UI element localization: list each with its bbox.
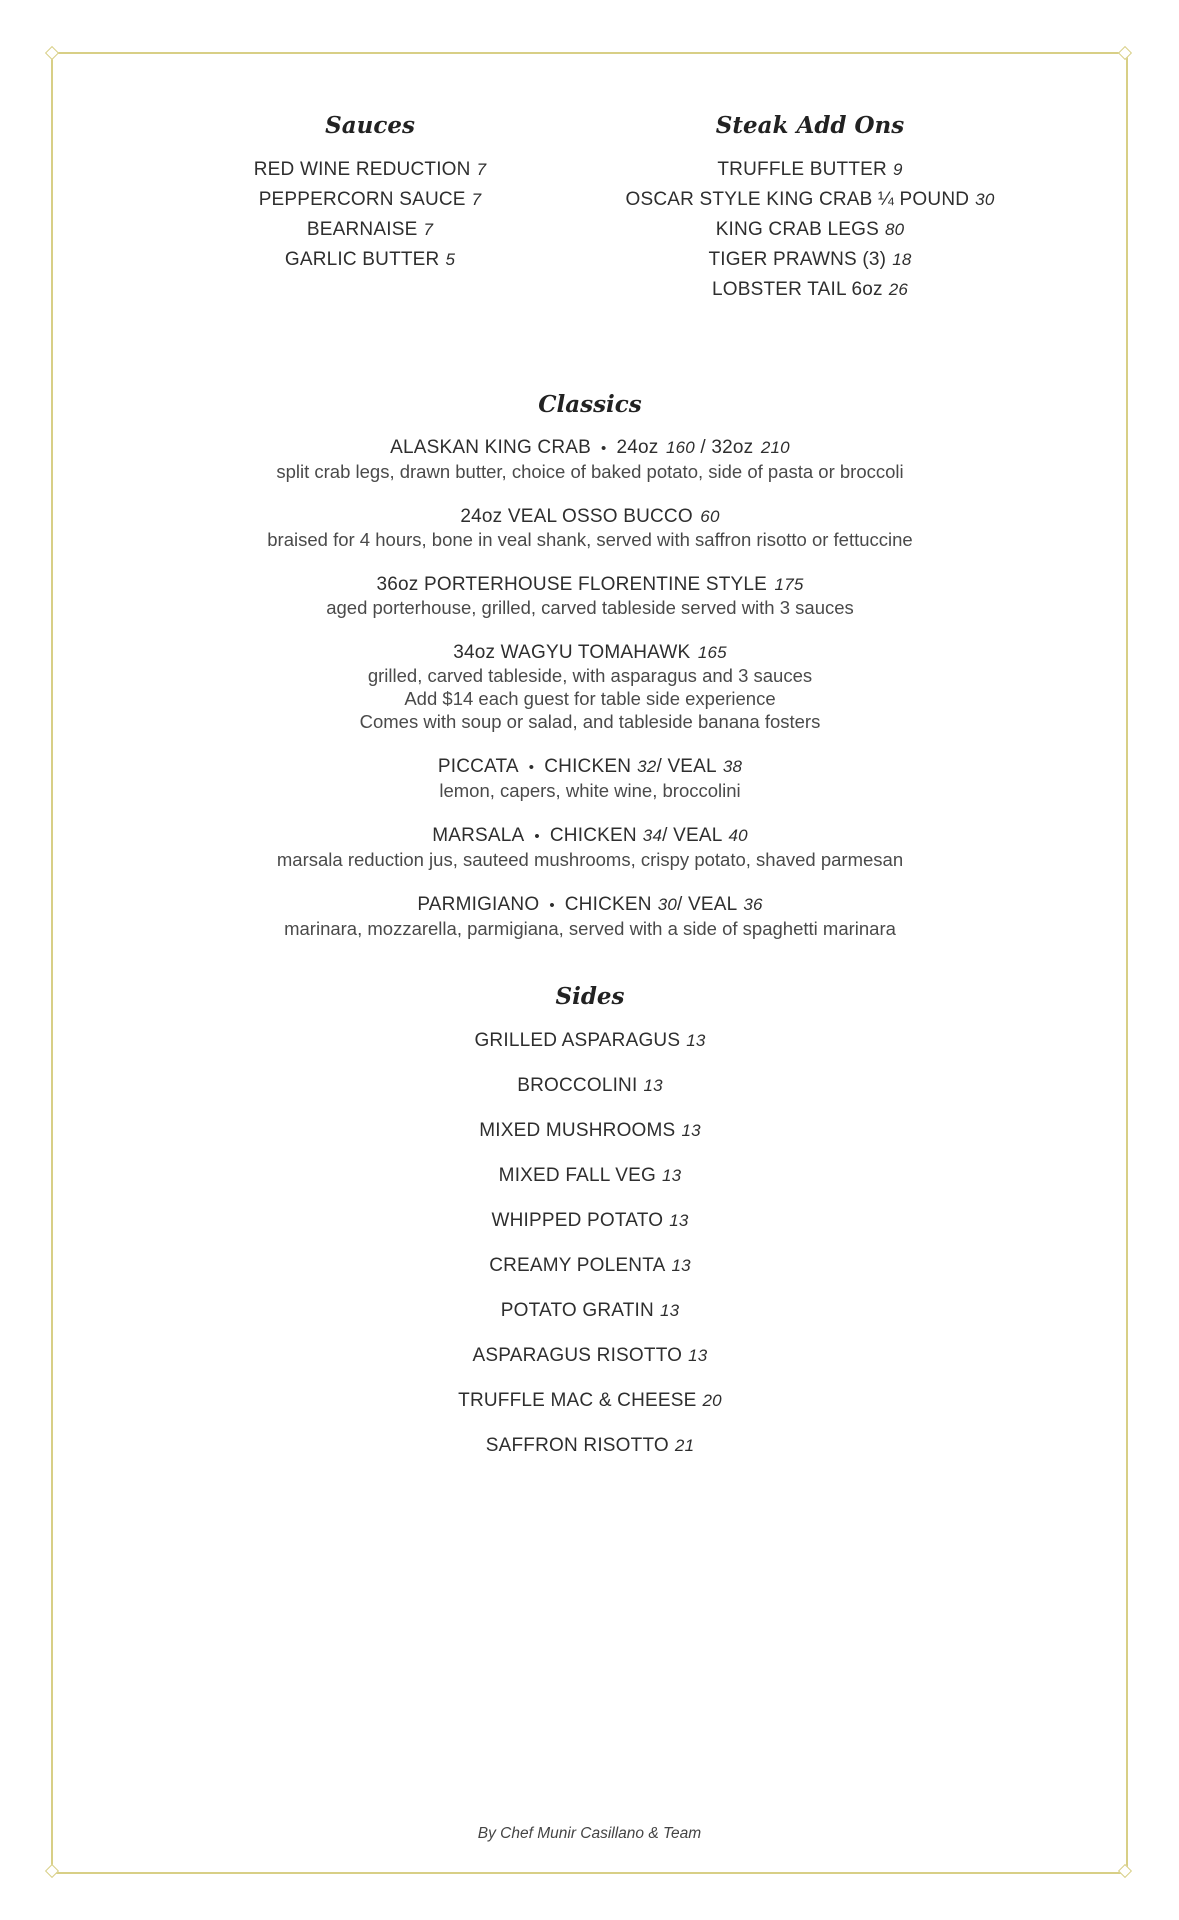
classic-item-piccata — [180, 755, 1000, 802]
item-title — [180, 641, 1000, 664]
item-title — [180, 755, 1000, 779]
side-item — [340, 1108, 840, 1153]
item-name: RED WINE REDUCTION — [253, 159, 471, 180]
sauce-item — [200, 185, 540, 215]
classic-item-parmigiano — [180, 893, 1000, 940]
item-description: marsala reduction jus, sauteed mushrooms, crispy potato, shaved parmesan — [276, 849, 904, 870]
item-price: 13 — [643, 1076, 663, 1095]
sauce-item — [200, 155, 540, 185]
addon-item — [600, 245, 1020, 275]
item-title — [180, 824, 1000, 848]
item-price: 26 — [888, 280, 909, 299]
item-description: aged porterhouse, grilled, carved tableside served with 3 sauces — [326, 597, 854, 618]
item-title — [180, 436, 1000, 460]
item-name: GRILLED ASPARAGUS — [474, 1030, 681, 1051]
item-price: 210 — [760, 438, 790, 457]
item-name: PARMIGIANO — [417, 894, 540, 915]
sauces-heading: Sauces — [325, 112, 415, 139]
item-price: 34 — [642, 826, 663, 845]
classic-item-tomahawk — [180, 641, 1000, 733]
option-label: VEAL — [673, 825, 723, 846]
item-price: 13 — [669, 1211, 689, 1230]
item-price: 175 — [774, 575, 804, 594]
sauces-section — [200, 112, 540, 275]
side-item — [340, 1153, 840, 1198]
sauce-item — [200, 215, 540, 245]
item-price: 13 — [681, 1121, 701, 1140]
slash-separator: / — [662, 825, 668, 846]
item-price: 160 — [665, 438, 695, 457]
item-name: BROCCOLINI — [517, 1075, 638, 1096]
classics-list — [180, 436, 1000, 940]
item-description: braised for 4 hours, bone in veal shank, served with saffron risotto or fettuccine — [267, 529, 913, 550]
item-price: 7 — [471, 190, 482, 209]
size-label: 24oz — [616, 437, 659, 458]
item-name: PICCATA — [437, 756, 519, 777]
item-price: 13 — [662, 1166, 682, 1185]
addon-item — [600, 185, 1020, 215]
item-price: 20 — [702, 1391, 722, 1410]
item-price: 5 — [445, 250, 456, 269]
item-price: 7 — [423, 220, 434, 239]
item-name: TRUFFLE BUTTER — [717, 159, 887, 180]
side-item — [340, 1378, 840, 1423]
item-description: grilled, carved tableside, with asparagus and 3 sauces — [367, 665, 813, 686]
item-price: 13 — [659, 1301, 680, 1320]
item-title — [180, 893, 1000, 917]
side-item — [340, 1198, 840, 1243]
item-price: 30 — [975, 190, 995, 209]
item-price: 18 — [892, 250, 912, 269]
bullet-separator: • — [528, 759, 535, 776]
item-price: 21 — [674, 1436, 695, 1455]
item-name: GARLIC BUTTER — [284, 249, 440, 270]
sides-list — [340, 1018, 840, 1468]
classic-item-marsala — [180, 824, 1000, 871]
item-price: 80 — [884, 220, 905, 239]
item-name: LOBSTER TAIL 6oz — [711, 279, 883, 300]
classics-heading: Classics — [538, 391, 642, 418]
item-name: WHIPPED POTATO — [491, 1210, 664, 1231]
addons-section — [600, 112, 1020, 305]
item-name: 24oz VEAL OSSO BUCCO — [460, 506, 693, 527]
item-name: 34oz WAGYU TOMAHAWK — [453, 642, 691, 663]
sauce-item — [200, 245, 540, 275]
item-price: 13 — [686, 1031, 706, 1050]
item-price: 13 — [688, 1346, 708, 1365]
item-name: OSCAR STYLE KING CRAB ¼ POUND — [625, 189, 970, 210]
item-name: ASPARAGUS RISOTTO — [472, 1345, 683, 1366]
slash-separator: / — [700, 437, 706, 458]
classics-section — [180, 391, 1000, 962]
classic-item-porterhouse — [180, 573, 1000, 619]
size-label: 32oz — [711, 437, 754, 458]
option-label: CHICKEN — [549, 825, 637, 846]
item-name: POTATO GRATIN — [500, 1300, 654, 1321]
item-title — [180, 505, 1000, 528]
item-name: TRUFFLE MAC & CHEESE — [458, 1390, 697, 1411]
option-label: CHICKEN — [564, 894, 652, 915]
side-item — [340, 1063, 840, 1108]
item-description: split crab legs, drawn butter, choice of baked potato, side of pasta or broccoli — [276, 461, 904, 482]
item-name: BEARNAISE — [306, 219, 418, 240]
bullet-separator: • — [601, 440, 607, 457]
side-item — [340, 1288, 840, 1333]
item-price: 9 — [892, 160, 903, 179]
bullet-separator: • — [534, 828, 540, 845]
item-price: 13 — [671, 1256, 691, 1275]
item-price: 60 — [700, 507, 720, 526]
item-price: 40 — [728, 826, 748, 845]
item-name: MIXED FALL VEG — [498, 1165, 656, 1186]
sides-heading: Sides — [555, 983, 625, 1010]
item-price: 36 — [743, 895, 763, 914]
item-name: TIGER PRAWNS (3) — [708, 249, 887, 270]
item-name: SAFFRON RISOTTO — [485, 1435, 669, 1456]
addons-heading: Steak Add Ons — [715, 112, 905, 139]
side-item — [340, 1243, 840, 1288]
classic-item-king-crab — [180, 436, 1000, 483]
item-price: 32 — [637, 757, 657, 776]
slash-separator: / — [677, 894, 683, 915]
item-description: Add $14 each guest for table side experience — [404, 688, 776, 709]
chef-credit: By Chef Munir Casillano & Team — [477, 1825, 702, 1842]
item-description: marinara, mozzarella, parmigiana, served with a side of spaghetti marinara — [284, 918, 896, 939]
sides-section — [340, 983, 840, 1468]
item-description: Comes with soup or salad, and tableside banana fosters — [359, 711, 821, 732]
side-item — [340, 1018, 840, 1063]
item-name: KING CRAB LEGS — [715, 219, 879, 240]
menu-border-frame — [51, 52, 1128, 1874]
item-price: 38 — [722, 757, 743, 776]
item-price: 7 — [476, 160, 487, 179]
item-description: lemon, capers, white wine, broccolini — [439, 780, 741, 801]
bullet-separator: • — [549, 897, 555, 914]
item-name: 36oz PORTERHOUSE FLORENTINE STYLE — [376, 574, 768, 595]
addon-item — [600, 155, 1020, 185]
side-item — [340, 1423, 840, 1468]
item-price: 165 — [697, 643, 727, 662]
item-title — [180, 573, 1000, 596]
slash-separator: / — [656, 756, 662, 777]
addon-item — [600, 215, 1020, 245]
item-name: ALASKAN KING CRAB — [390, 437, 591, 458]
classic-item-osso-bucco — [180, 505, 1000, 551]
option-label: CHICKEN — [544, 756, 632, 777]
item-name: MARSALA — [432, 825, 525, 846]
item-name: PEPPERCORN SAUCE — [258, 189, 466, 210]
sauces-list — [200, 155, 540, 275]
option-label: VEAL — [687, 894, 738, 915]
addon-item — [600, 275, 1020, 305]
side-item — [340, 1333, 840, 1378]
item-name: MIXED MUSHROOMS — [479, 1120, 676, 1141]
item-name: CREAMY POLENTA — [489, 1255, 666, 1276]
addons-list — [600, 155, 1020, 305]
item-price: 30 — [657, 895, 677, 914]
option-label: VEAL — [667, 756, 717, 777]
